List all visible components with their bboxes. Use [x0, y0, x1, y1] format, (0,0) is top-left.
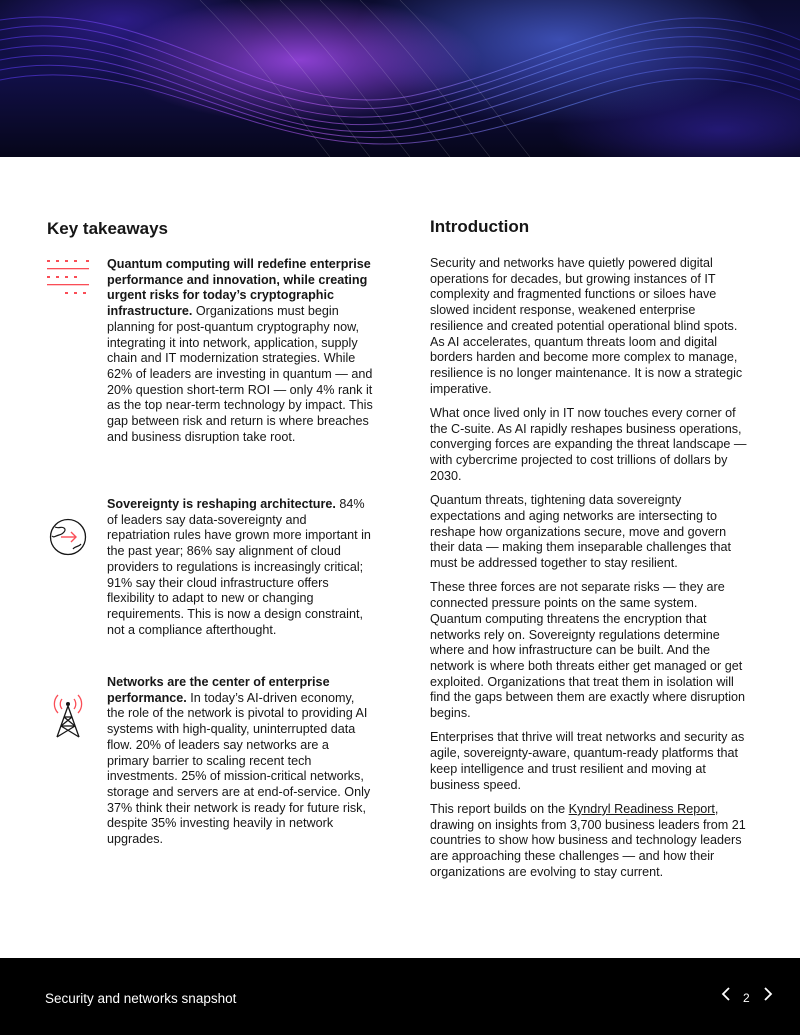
intro-text: , drawing on insights from 3,700 business leaders from 21 countries to show how business and technology leaders are approaching these challenges — and how their organizations are evolving to stay current. — [430, 801, 746, 879]
intro-paragraph: Quantum threats, tightening data sovereignty expectations and aging networks are intersecting to reshape how organizations secure, move and govern their data — making them inseparable challenges that must be addressed together to stay resilient. — [430, 493, 732, 571]
chevron-left-icon[interactable] — [720, 986, 732, 1002]
page-number: 2 — [743, 991, 750, 1005]
intro-paragraph: These three forces are not separate risks — they are connected pressure points on the same system. Quantum computing threatens the encryption that networks rely on. Sovereignty regulations determine where and how infrastructure can be built. And the network is where both threats either get managed or get exploited. Organizations that treat them in isolation will find the gaps between them are exactly where disruption begins. — [430, 580, 746, 721]
key-takeaways-title: Key takeaways — [47, 219, 168, 238]
takeaway-sovereignty — [107, 497, 373, 638]
intro-text: This report builds on the — [430, 801, 569, 816]
footer-title: Security and networks snapshot — [45, 991, 237, 1006]
intro-paragraph: Enterprises that thrive will treat networks and security as agile, sovereignty-aware, quantum-ready platforms that keep intelligence and trust resilient and moving at business speed. — [430, 730, 745, 792]
intro-paragraph: Security and networks have quietly powered digital operations for decades, but growing instances of IT complexity and fragmented functions or siloes have slowed incident response, weakened enterprise resilience and created potential operational blind spots. As AI accelerates, quantum threats loom and digital borders harden and become more complex to manage, resilience is no longer maintenance. It is now a strategic imperative. — [430, 256, 743, 396]
chevron-right-icon[interactable] — [762, 986, 774, 1002]
takeaway-body: 84% of leaders say data-sovereignty and repatriation rules have grown more important in the past year; 86% say alignment of cloud providers to regulations is increasingly critical; 91% say their cloud infrastructure offers flexibility to adapt to new or changing requirements. This is now a design constraint, not a compliance afterthought. — [107, 497, 371, 637]
intro-paragraph-last — [430, 802, 750, 881]
introduction-title: Introduction — [430, 217, 530, 236]
hero-wave-graphic — [0, 0, 800, 157]
takeaway-body: In today’s AI-driven economy, the role of the network is pivotal to providing AI systems with high-quality, uninterrupted data flow. 20% of leaders say networks are a primary barrier to scaling recent tech investments. 25% of mission-critical networks, storage and servers are at end-of-service. Only 37% think their network is ready for future risk, despite 35% investing heavily in network upgrades. — [107, 690, 371, 847]
dotted-lines-icon — [47, 260, 89, 298]
footer-bar — [0, 958, 800, 1035]
takeaway-networks — [107, 675, 373, 848]
globe-arrow-icon — [49, 518, 87, 556]
takeaway-heading: Sovereignty is reshaping architecture. — [107, 497, 336, 511]
takeaway-heading: Networks are the center of enterprise performance. — [107, 675, 330, 705]
intro-paragraph: What once lived only in IT now touches every corner of the C-suite. As AI rapidly reshapes business operations, converging forces are expanding the threat landscape — with cybercrime projected to cost trillions of dollars by 2030. — [430, 406, 747, 483]
takeaway-quantum — [107, 257, 373, 445]
takeaway-body: Organizations must begin planning for post-quantum cryptography now, integrating it into network, application, supply chain and IT modernization strategies. While 62% of leaders are investing in quantum — and 20% question short-term ROI — only 4% rank it as the top near-term technology by impact. This gap between risk and return is where breaches and business disruption take root. — [107, 304, 373, 444]
hero-banner — [0, 0, 800, 157]
network-tower-icon — [51, 692, 85, 738]
takeaway-heading: Quantum computing will redefine enterprise performance and innovation, while creating urgent risks for today’s cryptographic infrastructure. — [107, 257, 371, 319]
readiness-report-link[interactable]: Kyndryl Readiness Report — [568, 801, 715, 816]
introduction-body — [430, 256, 750, 889]
